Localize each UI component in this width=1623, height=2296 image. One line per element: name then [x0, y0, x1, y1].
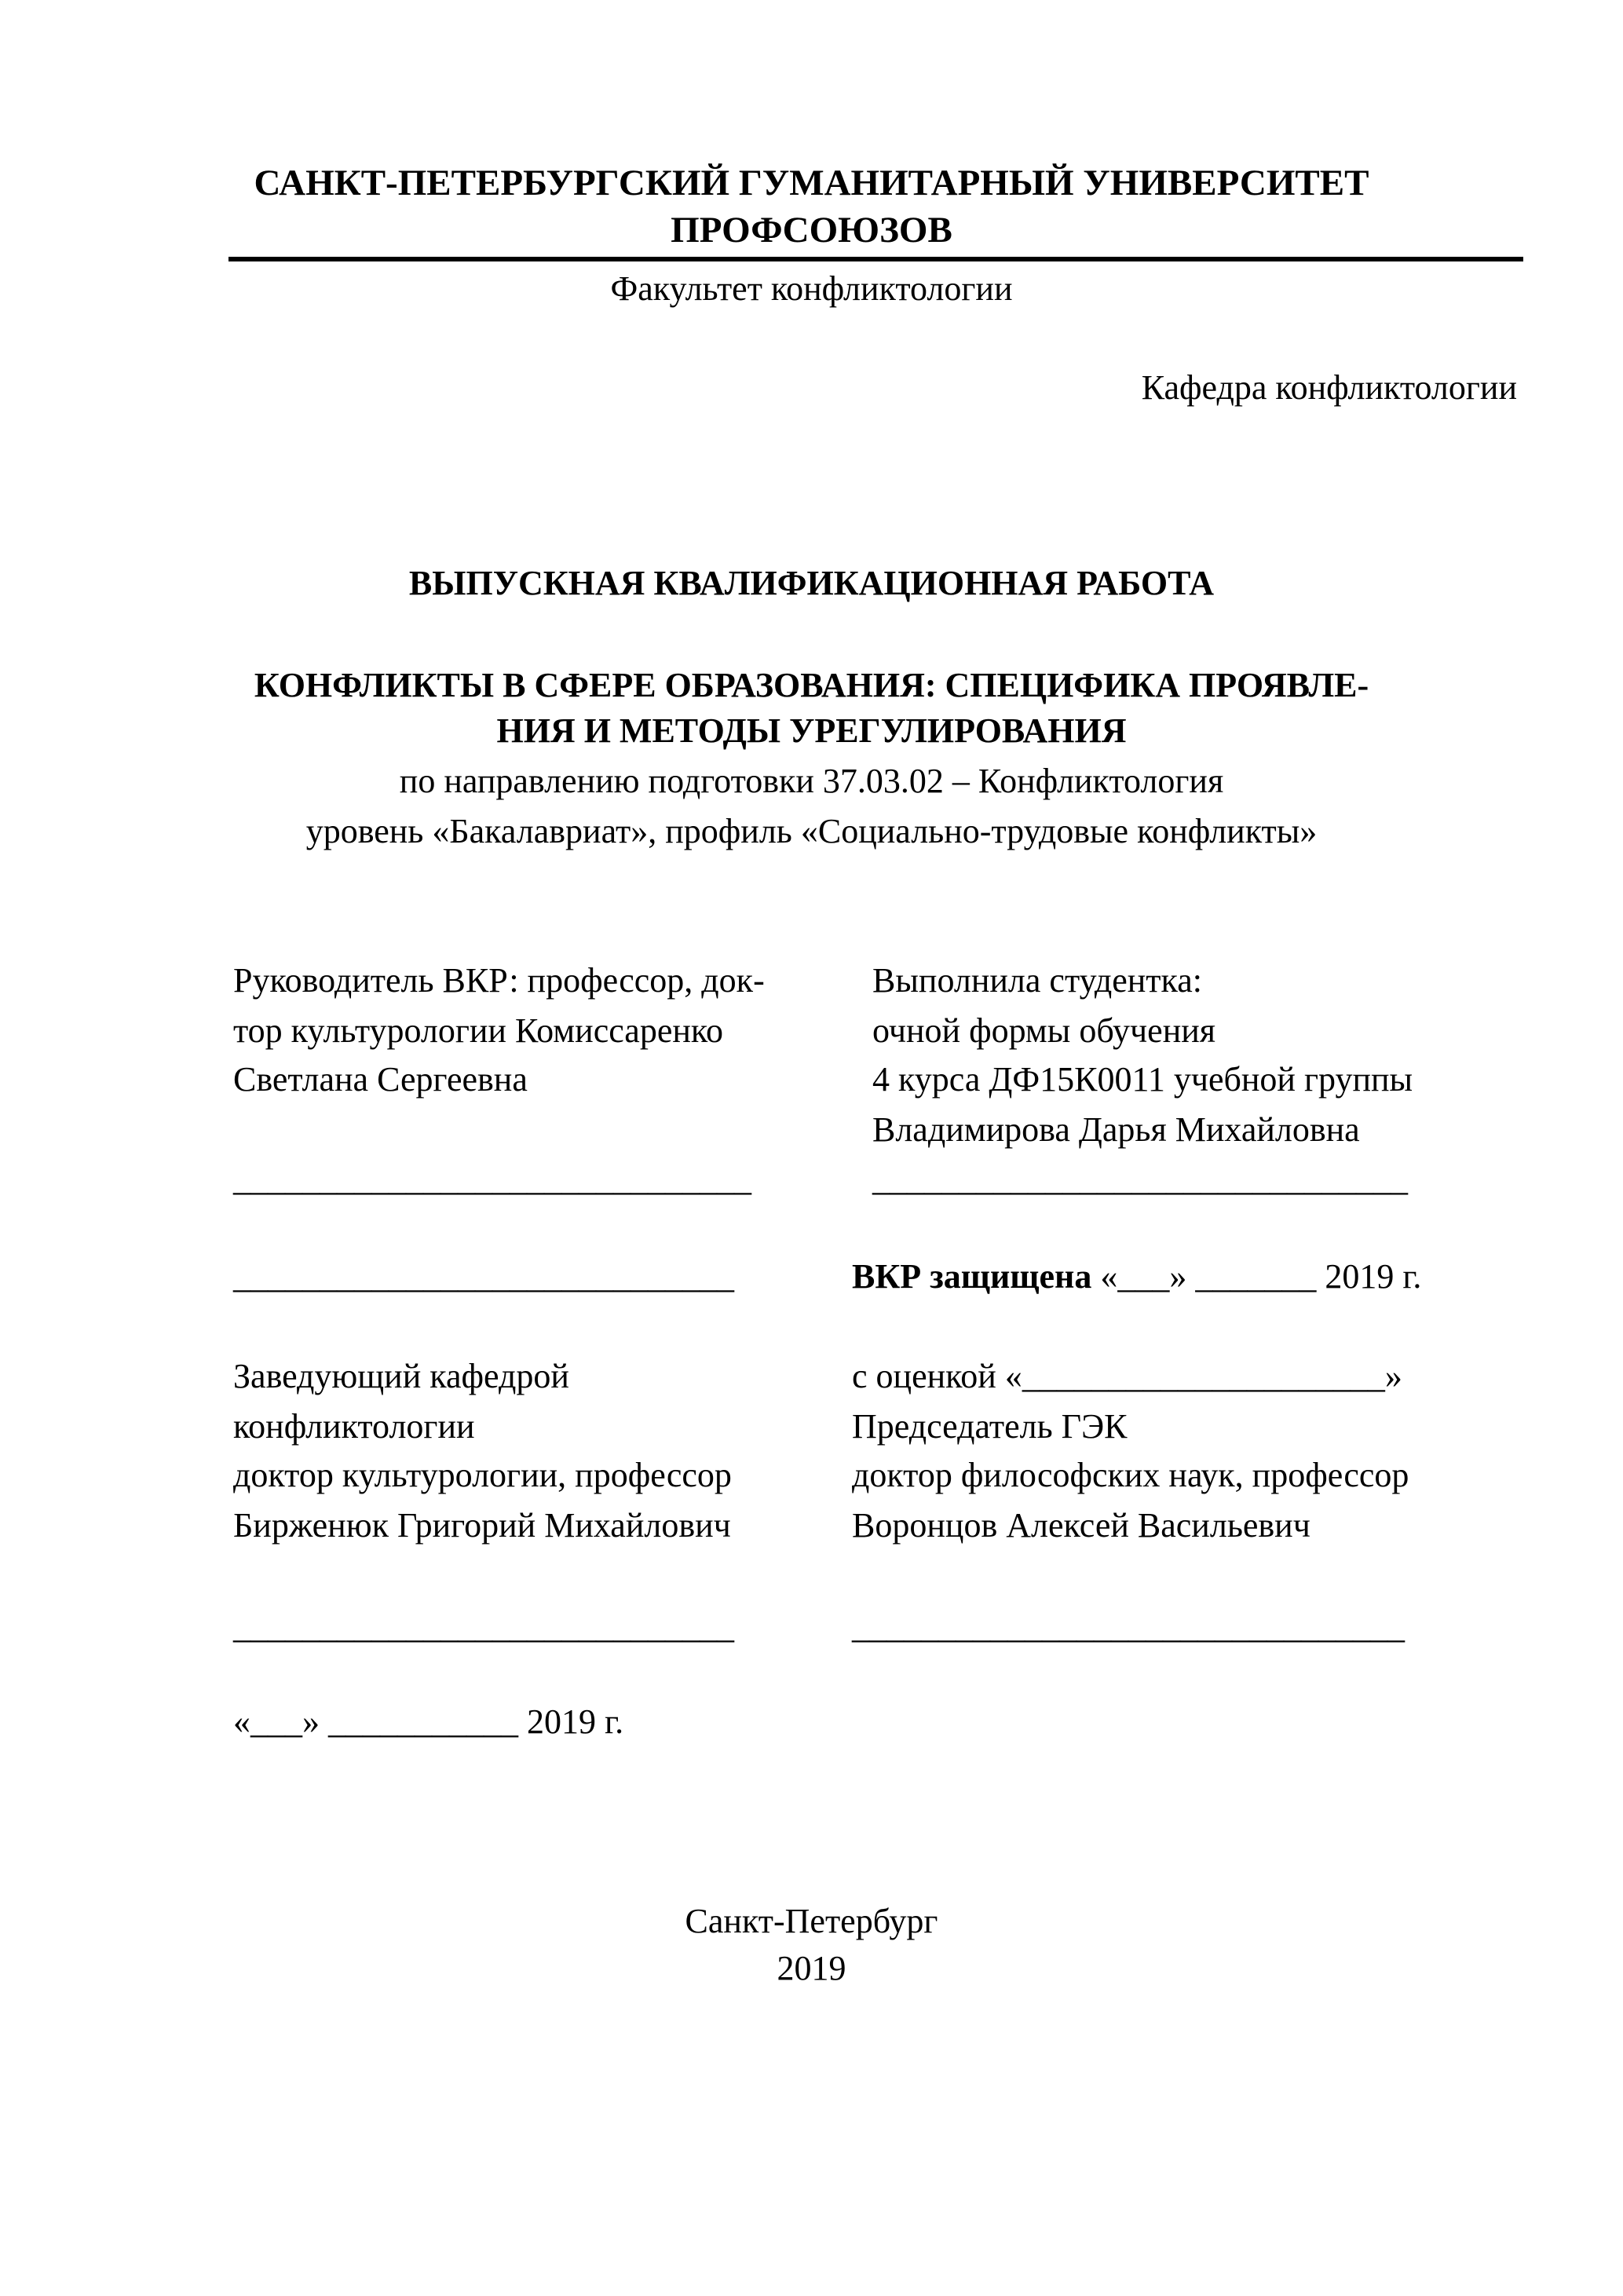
city: Санкт-Петербург: [685, 1902, 938, 1940]
chair-signature-line: ________________________________: [852, 1607, 1405, 1646]
topic-line-2: НИЯ И МЕТОДЫ УРЕГУЛИРОВАНИЯ: [496, 711, 1127, 750]
student-signature-line: _______________________________: [872, 1160, 1408, 1198]
topic-line-1: КОНФЛИКТЫ В СФЕРЕ ОБРАЗОВАНИЯ: СПЕЦИФИКА ПРОЯВЛЕ-: [254, 666, 1369, 704]
university-name-line1: САНКТ-ПЕТЕРБУРГСКИЙ ГУМАНИТАРНЫЙ УНИВЕРСИТЕТ: [254, 163, 1369, 203]
defense-date: «___» _______ 2019 г.: [1091, 1257, 1422, 1296]
grade-field: с оценкой «_____________________»: [852, 1357, 1402, 1395]
university-name-line2: ПРОФСОЮЗОВ: [671, 210, 952, 250]
defense-left-signature-line: _____________________________: [233, 1257, 734, 1296]
student-line-3: 4 курса ДФ15К0011 учебной группы: [872, 1060, 1413, 1099]
direction-of-study: по направлению подготовки 37.03.02 – Конфликтология: [399, 762, 1224, 800]
chair-line-2: доктор философских наук, профессор: [852, 1456, 1409, 1494]
supervisor-line-2: тор культурологии Комиссаренко: [233, 1011, 724, 1050]
degree-level-profile: уровень «Бакалавриат», профиль «Социально-трудовые конфликты»: [305, 812, 1318, 850]
student-line-2: очной формы обучения: [872, 1011, 1216, 1050]
year: 2019: [777, 1949, 846, 1987]
supervisor-line-1: Руководитель ВКР: профессор, док-: [233, 961, 765, 1000]
faculty-name: Факультет конфликтологии: [610, 269, 1013, 308]
department-name: Кафедра конфликтологии: [1141, 368, 1517, 407]
head-line-3: доктор культурологии, профессор: [233, 1456, 732, 1494]
supervisor-line-3: Светлана Сергеевна: [233, 1060, 528, 1099]
head-approval-date: «___» ___________ 2019 г.: [233, 1702, 624, 1741]
head-line-2: конфликтологии: [233, 1407, 475, 1446]
work-type-title: ВЫПУСКНАЯ КВАЛИФИКАЦИОННАЯ РАБОТА: [408, 564, 1215, 602]
defense-status: [852, 1257, 1422, 1296]
student-line-1: Выполнила студентка:: [872, 961, 1202, 1000]
head-signature-line: _____________________________: [233, 1607, 734, 1646]
chair-line-1: Председатель ГЭК: [852, 1407, 1128, 1446]
defense-label: ВКР защищена: [852, 1257, 1092, 1296]
header-divider: [228, 257, 1523, 261]
chair-line-3: Воронцов Алексей Васильевич: [852, 1506, 1310, 1545]
head-line-1: Заведующий кафедрой: [233, 1357, 569, 1395]
head-line-4: Бирженюк Григорий Михайлович: [233, 1506, 731, 1545]
supervisor-signature-line: ______________________________: [233, 1160, 751, 1198]
student-line-4: Владимирова Дарья Михайловна: [872, 1110, 1360, 1149]
